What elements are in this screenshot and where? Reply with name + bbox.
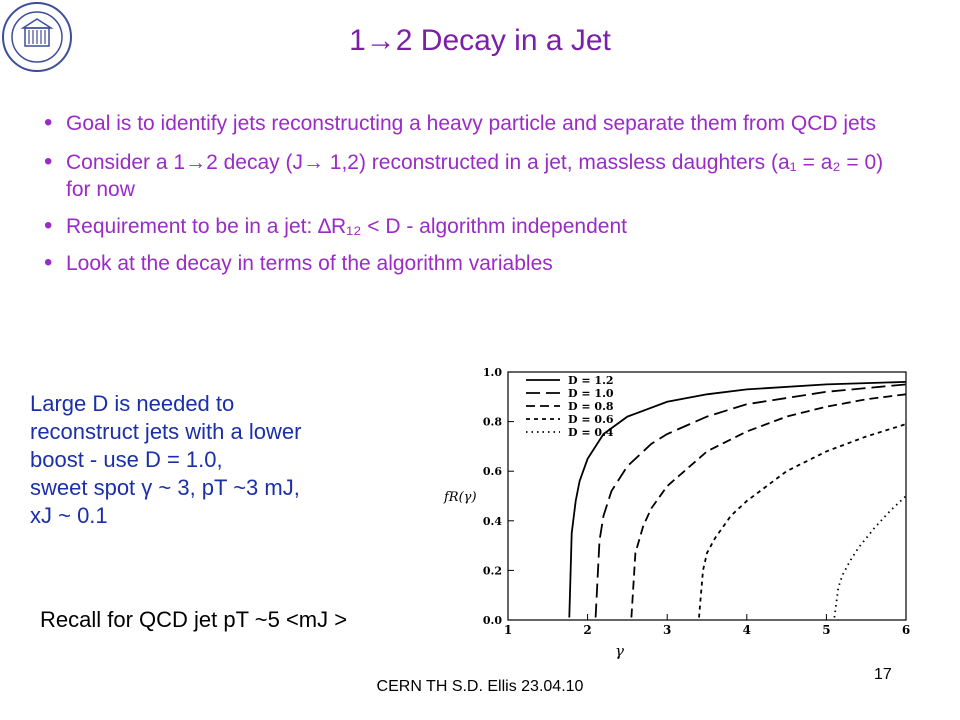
- legend-label: D = 0.6: [568, 413, 614, 426]
- chart-series-group: [569, 382, 906, 618]
- note-line: xJ ~ 0.1: [30, 503, 108, 528]
- bullet-list: [40, 110, 900, 287]
- chart-axes: [443, 366, 910, 660]
- y-tick-label: 0.2: [482, 564, 502, 578]
- note-line: Large D is needed to: [30, 391, 235, 416]
- slide-title: 1→2 Decay in a Jet: [349, 24, 611, 57]
- series-line: [569, 382, 906, 618]
- bullet-text: Consider a 1→2 decay (J→ 1,2) reconstructed in a jet, massless daughters (a₁ = a₂ = 0) for now: [66, 151, 884, 201]
- bullet-text: Requirement to be in a jet: ∆R₁₂ < D - algorithm independent: [66, 215, 627, 238]
- y-tick-label: 0.0: [482, 614, 502, 627]
- bullet-dot-icon: •: [44, 148, 53, 175]
- x-tick-label: 1: [503, 623, 513, 637]
- series-line: [699, 424, 906, 617]
- x-tick-label: 2: [583, 623, 592, 637]
- bullet-dot-icon: •: [44, 249, 53, 276]
- series-line: [834, 496, 906, 618]
- bullet-item: [40, 213, 900, 240]
- bullet-item: [40, 250, 900, 277]
- y-axis-label: fR(γ): [444, 490, 477, 505]
- legend-label: D = 0.4: [568, 426, 614, 439]
- x-tick-label: 4: [742, 623, 751, 637]
- note-line: sweet spot γ ~ 3, pT ~3 mJ,: [30, 475, 300, 500]
- bullet-item: [40, 110, 900, 137]
- recall-text: Recall for QCD jet pT ~5 <mJ >: [40, 607, 348, 632]
- note-line: reconstruct jets with a lower: [30, 419, 302, 444]
- bullet-text: Look at the decay in terms of the algorithm variables: [66, 252, 553, 275]
- y-tick-label: 0.8: [482, 415, 502, 429]
- bullet-dot-icon: •: [44, 212, 53, 239]
- y-tick-label: 0.6: [482, 465, 502, 479]
- bullet-dot-icon: •: [44, 109, 53, 136]
- x-axis-label: γ: [614, 642, 624, 660]
- x-tick-label: 3: [663, 623, 672, 637]
- y-tick-label: 0.4: [482, 514, 502, 528]
- legend-label: D = 1.2: [568, 374, 614, 387]
- chart-legend: [526, 374, 614, 439]
- legend-label: D = 0.8: [568, 400, 614, 413]
- x-tick-label: 6: [901, 623, 911, 637]
- bullet-item: [40, 149, 900, 203]
- footer-text: CERN TH S.D. Ellis 23.04.10: [376, 678, 584, 695]
- page-number: 17: [874, 666, 892, 683]
- x-tick-label: 5: [822, 623, 831, 637]
- y-tick-label: 1.0: [482, 366, 502, 379]
- side-note: [30, 390, 440, 530]
- legend-label: D = 1.0: [568, 387, 614, 400]
- series-line: [596, 384, 906, 617]
- note-line: boost - use D = 1.0,: [30, 447, 223, 472]
- decay-chart: [438, 360, 918, 670]
- bullet-text: Goal is to identify jets reconstructing a heavy particle and separate them from QCD jets: [66, 112, 877, 135]
- series-line: [631, 394, 906, 617]
